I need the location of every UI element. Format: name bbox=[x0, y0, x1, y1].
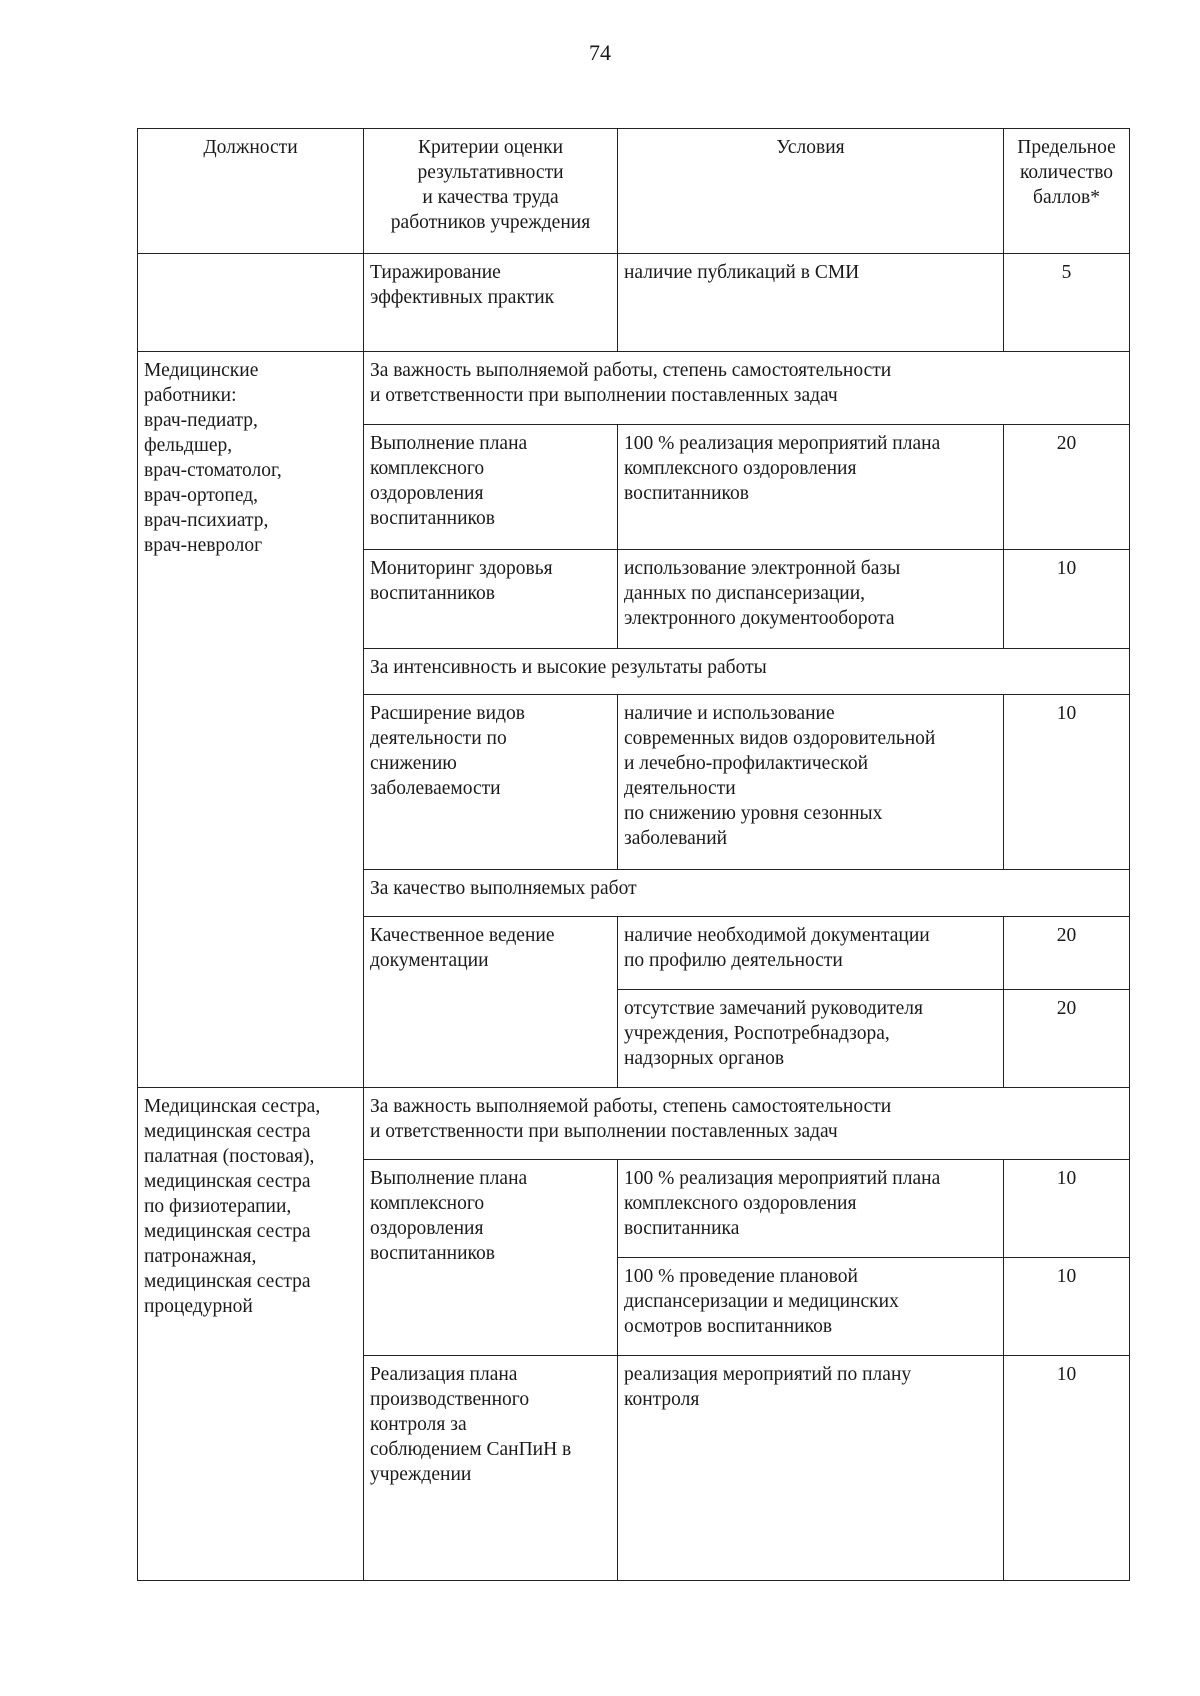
section-heading: За важность выполняемой работы, степень самостоятельности и ответственности при выполнении поставленных задач bbox=[364, 352, 1130, 425]
criterion-cell: Выполнение плана комплексного оздоровления воспитанников bbox=[364, 1160, 618, 1356]
condition-cell: наличие необходимой документации по профилю деятельности bbox=[618, 917, 1004, 990]
position-nurses: Медицинская сестра, медицинская сестра палатная (постовая), медицинская сестра по физиотерапии, медицинская сестра патронажная, медицинская сестра процедурной bbox=[138, 1088, 364, 1581]
condition-cell: наличие публикаций в СМИ bbox=[618, 254, 1004, 352]
section-heading: За важность выполняемой работы, степень самостоятельности и ответственности при выполнении поставленных задач bbox=[364, 1088, 1130, 1160]
header-max-points: Предельное количество баллов* bbox=[1004, 129, 1130, 254]
section-heading: За интенсивность и высокие результаты работы bbox=[364, 649, 1130, 695]
evaluation-criteria-table bbox=[137, 128, 1130, 1581]
section-row bbox=[138, 352, 1130, 425]
points-cell: 10 bbox=[1004, 550, 1130, 649]
section-heading: За качество выполняемых работ bbox=[364, 870, 1130, 917]
condition-cell: 100 % проведение плановой диспансеризации и медицинских осмотров воспитанников bbox=[618, 1258, 1004, 1356]
criterion-cell: Выполнение плана комплексного оздоровления воспитанников bbox=[364, 425, 618, 550]
condition-cell: 100 % реализация мероприятий плана комплексного оздоровления воспитанников bbox=[618, 425, 1004, 550]
criterion-cell: Тиражирование эффективных практик bbox=[364, 254, 618, 352]
points-cell: 20 bbox=[1004, 917, 1130, 990]
criterion-cell: Расширение видов деятельности по снижению заболеваемости bbox=[364, 695, 618, 870]
condition-cell: отсутствие замечаний руководителя учреждения, Роспотребнадзора, надзорных органов bbox=[618, 990, 1004, 1088]
condition-cell: реализация мероприятий по плану контроля bbox=[618, 1356, 1004, 1581]
points-cell: 10 bbox=[1004, 695, 1130, 870]
table-row bbox=[138, 254, 1130, 352]
condition-cell: наличие и использование современных видов оздоровительной и лечебно-профилактической деятельности по снижению уровня сезонных заболеваний bbox=[618, 695, 1004, 870]
points-cell: 5 bbox=[1004, 254, 1130, 352]
points-cell: 10 bbox=[1004, 1160, 1130, 1258]
page-number: 74 bbox=[589, 40, 611, 65]
criterion-cell: Реализация плана производственного контроля за соблюдением СанПиН в учреждении bbox=[364, 1356, 618, 1581]
points-cell: 20 bbox=[1004, 425, 1130, 550]
points-cell: 10 bbox=[1004, 1258, 1130, 1356]
section-row bbox=[138, 1088, 1130, 1160]
header-criteria: Критерии оценки результативности и качества труда работников учреждения bbox=[364, 129, 618, 254]
position-cell-empty bbox=[138, 254, 364, 352]
position-medical-workers: Медицинские работники: врач-педиатр, фельдшер, врач-стоматолог, врач-ортопед, врач-психиатр, врач-невролог bbox=[138, 352, 364, 1088]
table-header-row bbox=[138, 129, 1130, 254]
criterion-cell: Качественное ведение документации bbox=[364, 917, 618, 1088]
condition-cell: использование электронной базы данных по диспансеризации, электронного документооборота bbox=[618, 550, 1004, 649]
points-cell: 10 bbox=[1004, 1356, 1130, 1581]
criterion-cell: Мониторинг здоровья воспитанников bbox=[364, 550, 618, 649]
header-conditions: Условия bbox=[618, 129, 1004, 254]
condition-cell: 100 % реализация мероприятий плана комплексного оздоровления воспитанника bbox=[618, 1160, 1004, 1258]
header-positions: Должности bbox=[138, 129, 364, 254]
points-cell: 20 bbox=[1004, 990, 1130, 1088]
